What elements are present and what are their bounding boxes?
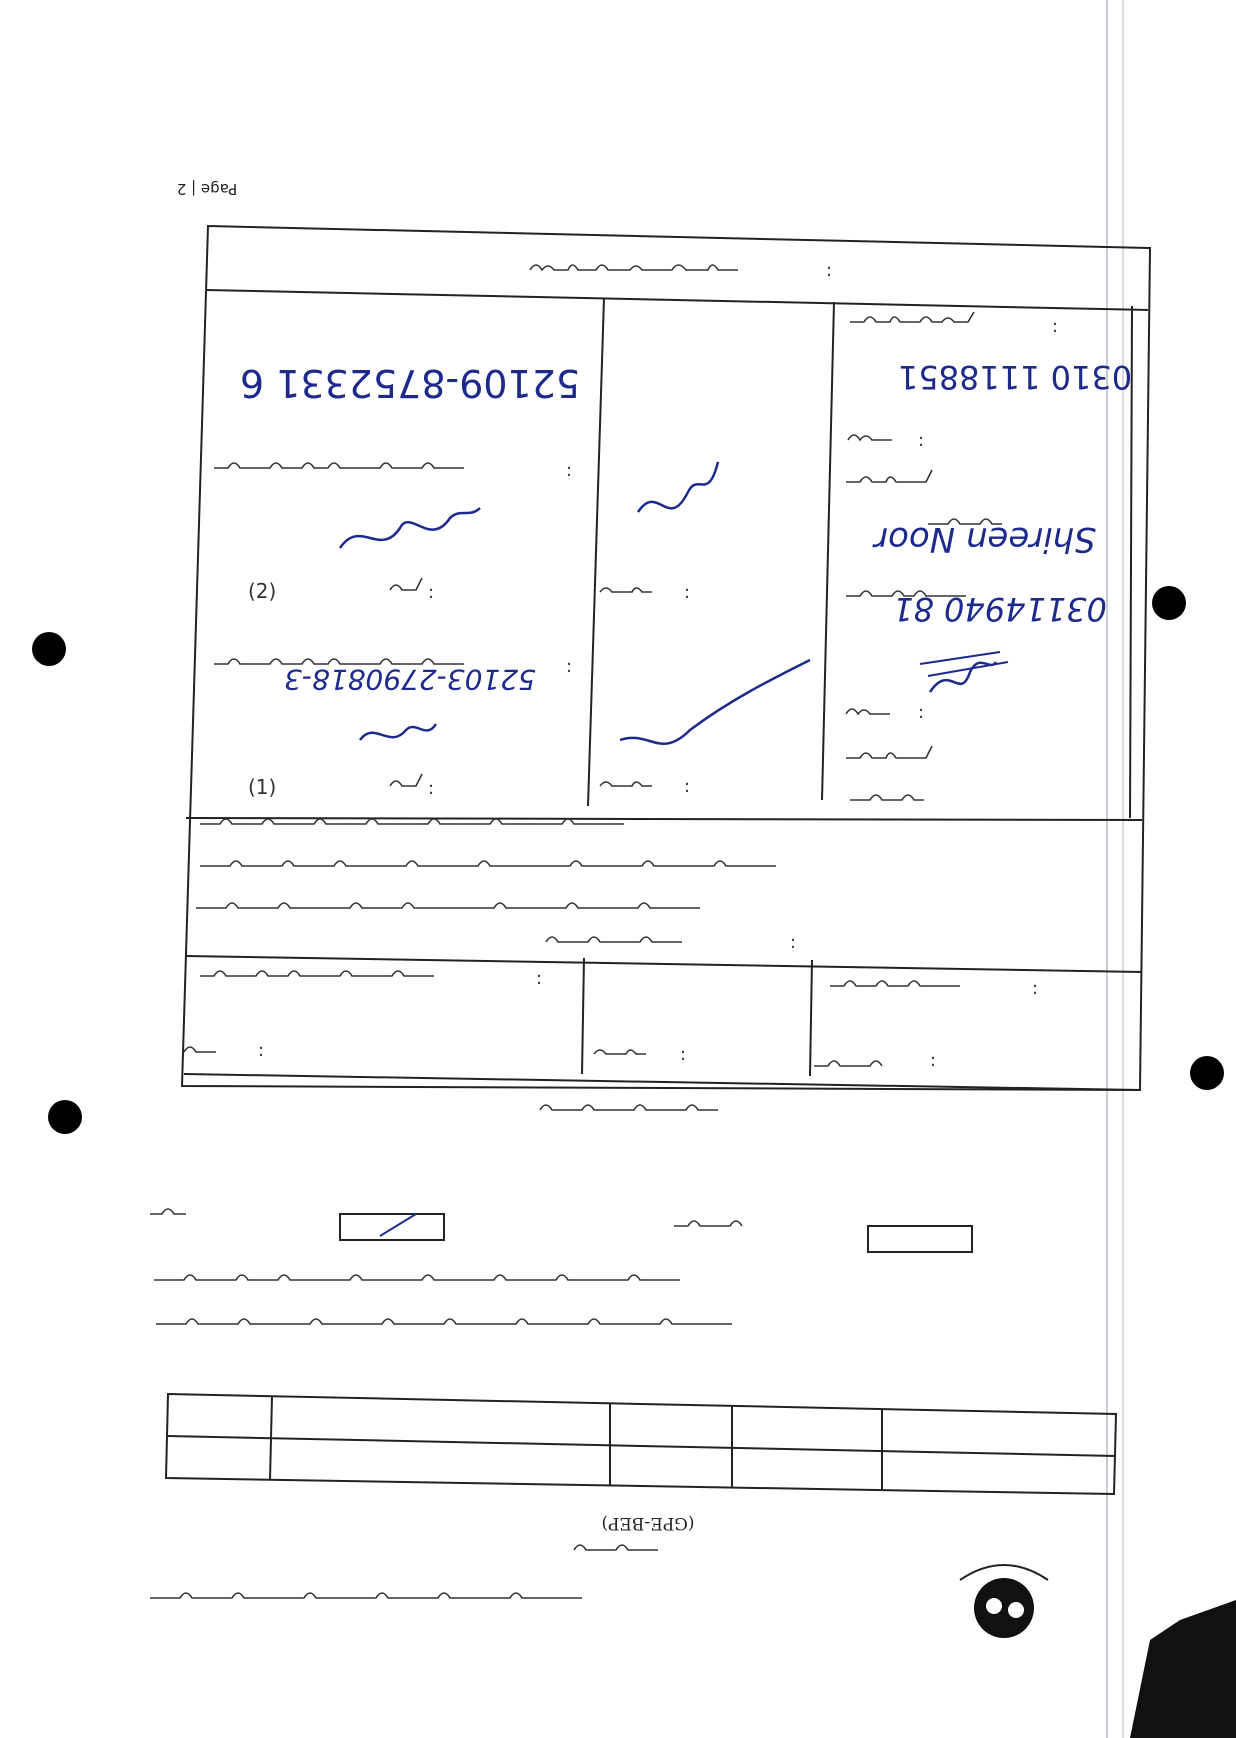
svg-text::: :: [790, 932, 797, 953]
form-table-upper: [182, 226, 1150, 1090]
emblem-icon: [960, 1565, 1048, 1638]
svg-text::: :: [258, 1040, 265, 1061]
svg-text::: :: [826, 260, 833, 281]
strike-mark: [920, 652, 1008, 676]
signature: [340, 508, 480, 548]
torn-corner: [1130, 1600, 1236, 1738]
page-label: Page | 2: [176, 180, 238, 198]
handwriting: [240, 358, 1132, 744]
checkbox-row: [150, 1209, 972, 1252]
form-code: (GPE-BEP): [601, 1513, 695, 1533]
svg-text::: :: [930, 1050, 937, 1071]
handwritten-cnic: 52109-8752331 6: [239, 361, 581, 405]
svg-text::: :: [918, 430, 925, 451]
checkbox[interactable]: [340, 1214, 444, 1240]
handwritten-phone-2: 03114940 81: [893, 590, 1107, 628]
svg-text::: :: [536, 968, 543, 989]
footer-text: [150, 1545, 658, 1598]
bottom-table: [166, 1394, 1116, 1494]
svg-text::: :: [428, 582, 435, 603]
printed-paragraph: [154, 1275, 732, 1324]
handwritten-cnic-2: 52103-2790818-3: [284, 663, 536, 696]
svg-text::: :: [566, 656, 573, 677]
checkbox[interactable]: [868, 1226, 972, 1252]
svg-text::: :: [684, 582, 691, 603]
tick-mark: [380, 1214, 416, 1236]
handwritten-name: Shireen Noor: [874, 519, 1096, 559]
svg-text::: :: [680, 1044, 687, 1065]
signature: [638, 462, 718, 512]
handwritten-phone: 0310 1118851: [897, 358, 1133, 396]
svg-text::: :: [566, 460, 573, 481]
signature: [360, 724, 436, 740]
svg-text::: :: [428, 778, 435, 799]
svg-text::: :: [1052, 316, 1059, 337]
svg-text::: :: [918, 702, 925, 723]
svg-text::: :: [1032, 978, 1039, 999]
svg-text:(2): (2): [248, 579, 277, 603]
signature: [620, 660, 810, 744]
svg-text::: :: [684, 776, 691, 797]
svg-text:(1): (1): [248, 775, 277, 799]
